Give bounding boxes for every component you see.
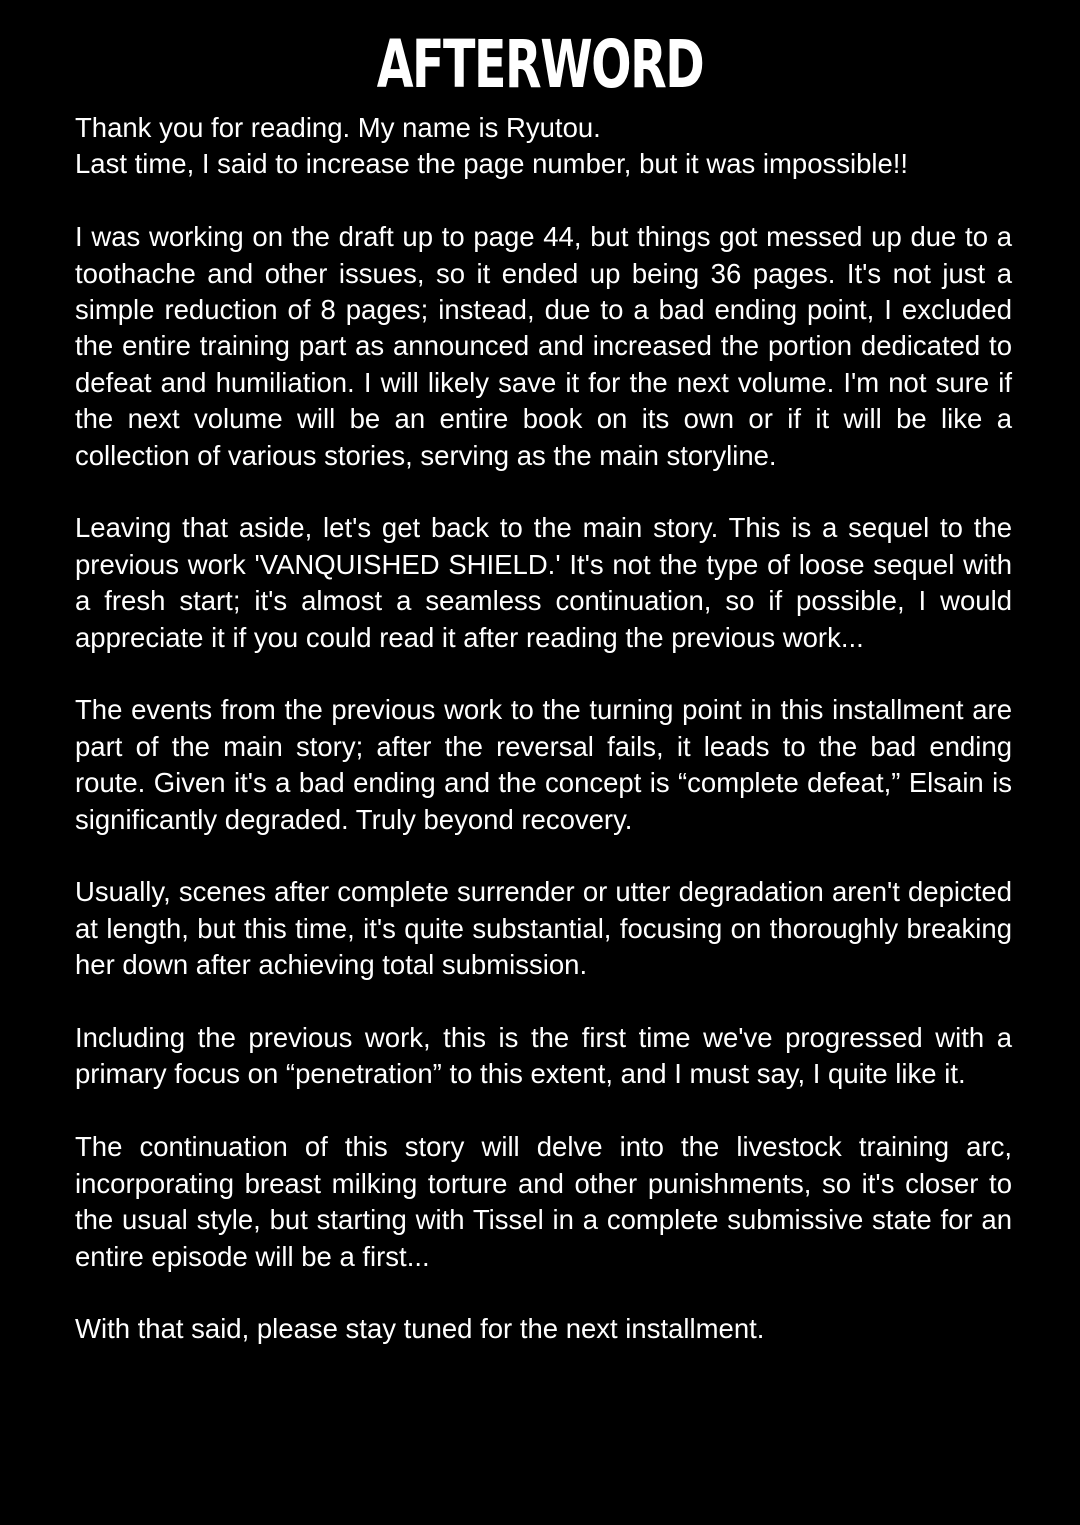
afterword-body	[75, 110, 1012, 1384]
paragraph-2: I was working on the draft up to page 44, but things got messed up due to a toothache and other issues, so it ended up being 36 pages. It's not just a simple reduction of 8 pages; instead, due to a bad ending point, I excluded the entire training part as announced and increased the portion dedicated to defeat and humiliation. I will likely save it for the next volume. I'm not sure if the next volume will be an entire book on its own or if it will be like a collection of various stories, serving as the main storyline.	[75, 221, 1012, 471]
paragraph-line: Last time, I said to increase the page number, but it was impossible!!	[75, 148, 909, 180]
paragraph-7: The continuation of this story will delve into the livestock training arc, incorporating breast milking torture and other punishments, so it's closer to the usual style, but starting with Tissel in a complete submissive state for an entire episode will be a first...	[75, 1131, 1012, 1272]
paragraph-6: Including the previous work, this is the first time we've progressed with a primary focus on “penetration” to this extent, and I must say, I quite like it.	[75, 1022, 1012, 1090]
paragraph-line: Thank you for reading. My name is Ryutou.	[75, 112, 601, 143]
paragraph-4: The events from the previous work to the turning point in this installment are part of the main story; after the reversal fails, it leads to the bad ending route. Given it's a bad ending and the concept is “complete defeat,” Elsain is significantly degraded. Truly beyond recovery.	[75, 694, 1012, 835]
paragraph-1	[75, 110, 1012, 183]
paragraph-3: Leaving that aside, let's get back to the main story. This is a sequel to the previous work 'VANQUISHED SHIELD.' It's not the type of loose sequel with a fresh start; it's almost a seamless continuation, so if possible, I would appreciate it if you could read it after reading the previous work...	[75, 512, 1012, 653]
page-title: AFTERWORD	[376, 26, 704, 103]
paragraph-8: With that said, please stay tuned for the next installment.	[75, 1313, 765, 1345]
paragraph-5: Usually, scenes after complete surrender or utter degradation aren't depicted at length, but this time, it's quite substantial, focusing on thoroughly breaking her down after achieving total submission.	[75, 876, 1012, 981]
